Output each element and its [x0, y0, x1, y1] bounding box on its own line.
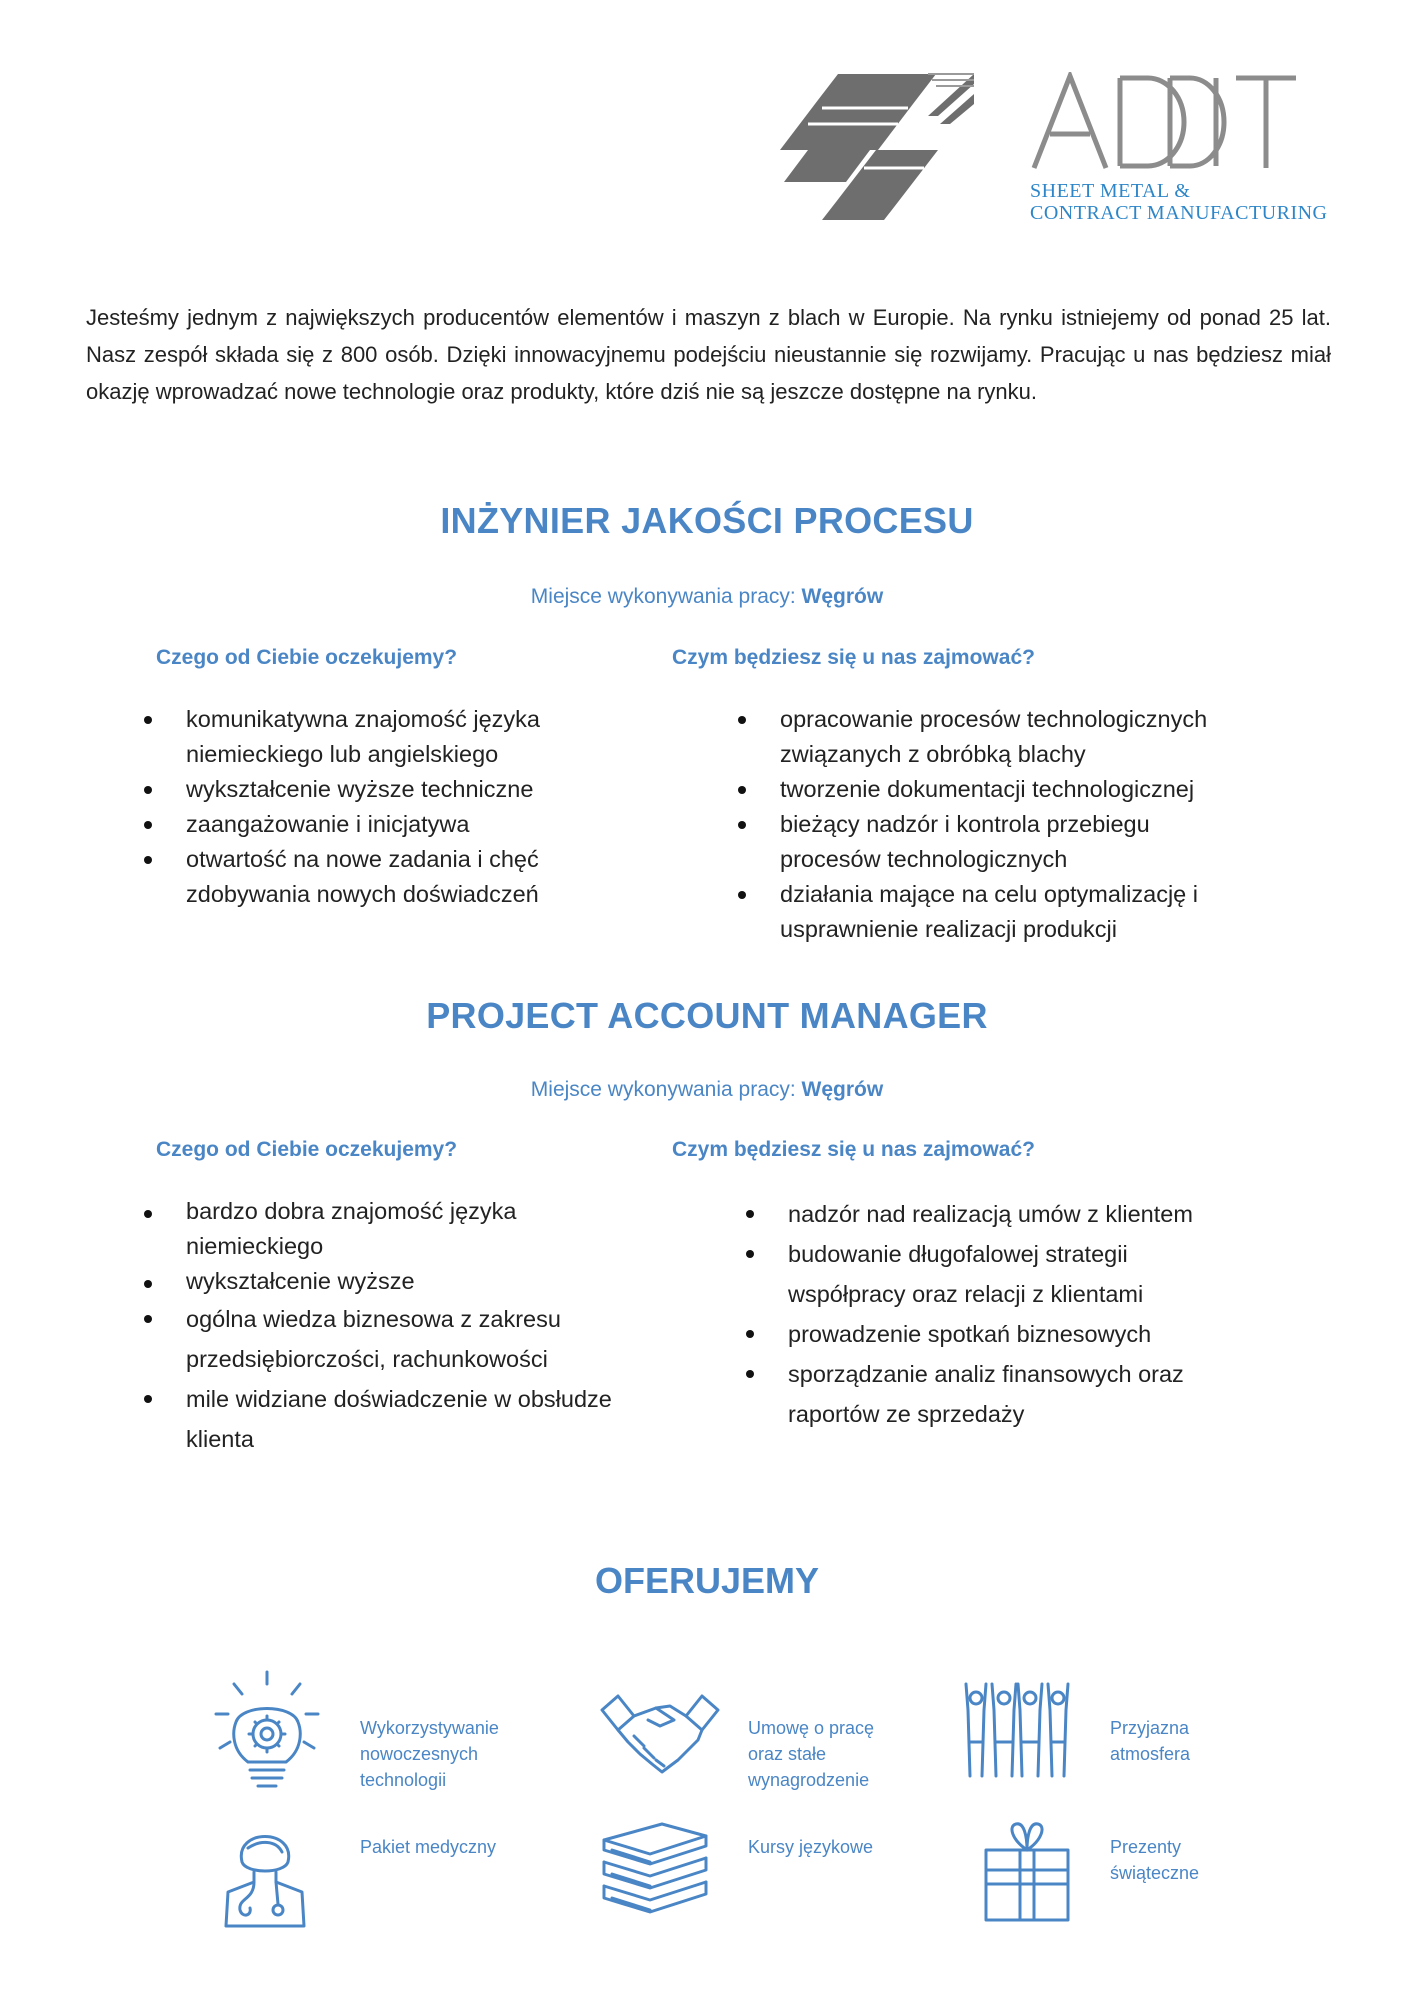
company-logo-mark-icon: [778, 72, 978, 222]
list-item: ogólna wiedza biznesowa z zakresu przedsiębiorczości, rachunkowości: [142, 1299, 702, 1379]
intro-paragraph: Jesteśmy jednym z największych producentów elementów i maszyn z blach w Europie. Na rynku istniejemy od ponad 25 lat. Nasz zespół składa się z 800 osób. Dzięki innowacyjnemu podejściu nieustannie się rozwijamy. Pracując u nas będziesz miał okazję wprowadzać nowe technologie oraz produkty, które dziś nie są jeszcze dostępne na rynku.: [86, 305, 1331, 404]
duties-list: [744, 1194, 1344, 1434]
offer-item-label: Wykorzystywanie nowoczesnych technologii: [360, 1718, 499, 1790]
list-item: otwartość na nowe zadania i chęć zdobywania nowych doświadczeń: [142, 842, 702, 912]
job-title-project-account-manager: PROJECT ACCOUNT MANAGER: [426, 995, 988, 1036]
list-item: bieżący nadzór i kontrola przebiegu procesów technologicznych: [736, 807, 1336, 877]
expectations-list: [142, 1194, 702, 1459]
job-title-quality-engineer: INŻYNIER JAKOŚCI PROCESU: [440, 500, 974, 541]
expectations-list: [142, 702, 702, 912]
job-location: [0, 585, 1414, 609]
list-item: działania mające na celu optymalizację i usprawnienie realizacji produkcji: [736, 877, 1336, 947]
list-item: komunikatywna znajomość języka niemieckiego lub angielskiego: [142, 702, 702, 772]
gift-icon: [982, 1820, 1072, 1924]
location-value: Węgrów: [801, 1078, 884, 1101]
team-icon: [962, 1680, 1072, 1780]
offer-item-label: Przyjazna atmosfera: [1110, 1718, 1191, 1764]
duties-heading: Czym będziesz się u nas zajmować?: [672, 1138, 1035, 1161]
expectations-heading: Czego od Ciebie oczekujemy?: [156, 646, 458, 669]
list-item: zaangażowanie i inicjatywa: [142, 807, 702, 842]
doctor-icon: [220, 1818, 310, 1928]
offer-item-label: Umowę o pracę oraz stałe wynagrodzenie: [748, 1718, 875, 1790]
offer-item-label: Pakiet medyczny: [360, 1837, 497, 1857]
list-item: wykształcenie wyższe: [142, 1264, 702, 1299]
logo-tagline-line1: SHEET METAL &: [1030, 180, 1191, 202]
list-item: budowanie długofalowej strategii współpracy oraz relacji z klientami: [744, 1234, 1344, 1314]
offer-title: OFERUJEMY: [594, 1560, 820, 1601]
list-item: nadzór nad realizacją umów z klientem: [744, 1194, 1344, 1234]
job-location: [0, 1078, 1414, 1102]
lightbulb-gear-icon: [212, 1670, 322, 1790]
list-item: mile widziane doświadczenie w obsłudze klienta: [142, 1379, 702, 1459]
books-icon: [600, 1820, 712, 1924]
duties-heading: Czym będziesz się u nas zajmować?: [672, 646, 1035, 669]
location-label: Miejsce wykonywania pracy:: [530, 1078, 802, 1101]
duties-list: [736, 702, 1336, 947]
list-item: opracowanie procesów technologicznych związanych z obróbką blachy: [736, 702, 1336, 772]
logo-tagline-line2: CONTRACT MANUFACTURING: [1030, 202, 1328, 224]
expectations-heading: Czego od Ciebie oczekujemy?: [156, 1138, 458, 1161]
list-item: tworzenie dokumentacji technologicznej: [736, 772, 1336, 807]
list-item: prowadzenie spotkań biznesowych: [744, 1314, 1344, 1354]
company-logo-wordmark-icon: [1030, 72, 1300, 172]
list-item: wykształcenie wyższe techniczne: [142, 772, 702, 807]
handshake-icon: [600, 1690, 720, 1780]
list-item: bardzo dobra znajomość języka niemieckiego: [142, 1194, 702, 1264]
offer-item-label: Prezenty świąteczne: [1110, 1837, 1200, 1883]
company-logo: [1030, 72, 1328, 232]
location-label: Miejsce wykonywania pracy:: [530, 585, 802, 608]
offer-item-label: Kursy językowe: [748, 1837, 874, 1857]
location-value: Węgrów: [801, 585, 884, 608]
list-item: sporządzanie analiz finansowych oraz raportów ze sprzedaży: [744, 1354, 1344, 1434]
